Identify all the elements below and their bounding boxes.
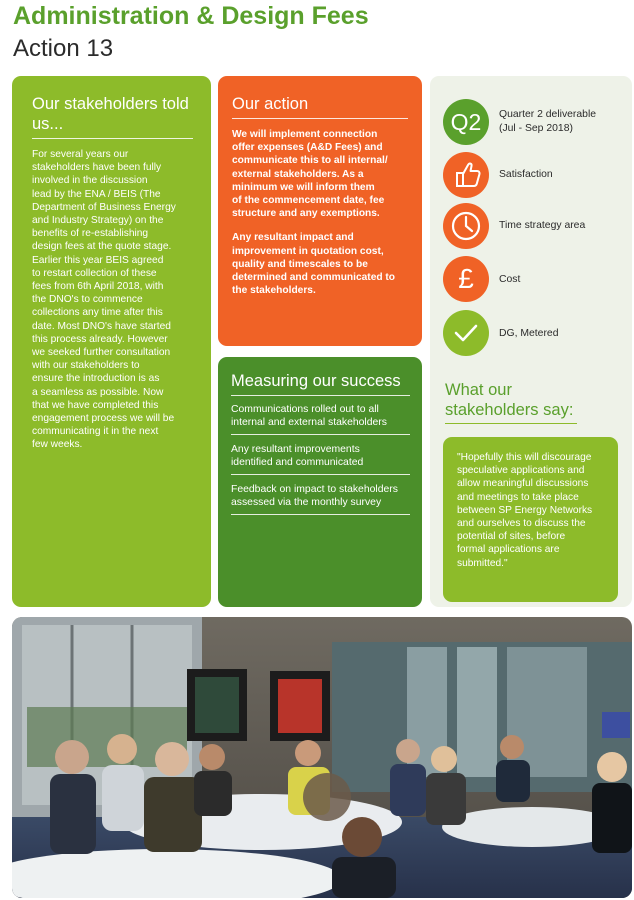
success-item bbox=[231, 440, 410, 475]
text-line: We will implement connection bbox=[232, 129, 378, 140]
text-line: ensure the introduction is as bbox=[32, 373, 160, 385]
text-line: engagement process we will be bbox=[32, 413, 175, 425]
stakeholders-told-heading: Our stakeholders told us... bbox=[32, 94, 193, 139]
text-line: formal applications are bbox=[457, 544, 560, 556]
text-line: and ourselves to discuss the bbox=[457, 518, 586, 530]
text-line: communicate this to all internal/ bbox=[232, 155, 388, 167]
text-line: Any resultant improvements bbox=[231, 444, 360, 455]
dg-metered-label: DG, Metered bbox=[499, 328, 559, 339]
time-strategy-label: Time strategy area bbox=[499, 220, 586, 231]
text-line: Feedback on impact to stakeholders bbox=[231, 484, 398, 495]
text-line: collections any time after this bbox=[32, 307, 163, 319]
text-line: and meetings to take place bbox=[457, 491, 579, 503]
q2-label bbox=[499, 108, 596, 136]
clock-icon bbox=[443, 203, 489, 249]
text-line: Earlier this year BEIS agreed bbox=[32, 254, 164, 266]
our-action-panel bbox=[218, 76, 422, 346]
text-line: benefits of re-establishing bbox=[32, 228, 149, 240]
meeting-photo bbox=[12, 617, 632, 898]
success-item bbox=[231, 480, 410, 515]
text-line: "Hopefully this will discourage bbox=[457, 452, 592, 463]
thumbs-up-icon bbox=[443, 152, 489, 198]
text-line: lead by the ENA / BEIS (The bbox=[32, 188, 161, 200]
text-line: speculative applications and bbox=[457, 465, 585, 477]
text-line: offer expenses (A&D Fees) and bbox=[232, 142, 383, 154]
q2-icon-text: Q2 bbox=[450, 109, 482, 135]
our-action-heading: Our action bbox=[232, 94, 408, 119]
text-line: with our stakeholders to bbox=[32, 360, 140, 372]
text-line: Department of Business Energy bbox=[32, 201, 176, 213]
checkmark-icon bbox=[443, 310, 489, 356]
success-item bbox=[231, 400, 410, 435]
text-line: this process already. However bbox=[32, 333, 168, 345]
text-line: a seamless as possible. Now bbox=[32, 386, 164, 398]
text-line: For several years our bbox=[32, 149, 129, 160]
stakeholders-say-heading: What our stakeholders say: bbox=[445, 380, 577, 424]
text-line: determined and communicated to bbox=[232, 272, 396, 284]
text-line: assessed via the monthly survey bbox=[231, 497, 382, 508]
text-line: between SP Energy Networks bbox=[457, 504, 593, 516]
our-action-text bbox=[232, 128, 408, 297]
text-line: Quarter 2 deliverable bbox=[499, 109, 597, 120]
pound-icon bbox=[443, 256, 489, 302]
text-line: involved in the discussion bbox=[32, 175, 148, 187]
text-line: submitted." bbox=[457, 557, 508, 569]
text-line: improvement in quotation cost, bbox=[232, 245, 384, 257]
text-line: and Industry Strategy) on the bbox=[32, 215, 164, 227]
text-line: communicating it in the next bbox=[32, 426, 159, 438]
text-line: few weeks. bbox=[32, 439, 83, 451]
text-line: fees from 6th April 2018, with bbox=[32, 281, 164, 293]
action-paragraph bbox=[232, 231, 408, 297]
measuring-success-heading: Measuring our success bbox=[231, 371, 410, 396]
text-line: quality and timescales to be bbox=[232, 258, 368, 270]
page-subtitle: Action 13 bbox=[13, 35, 114, 62]
satisfaction-label: Satisfaction bbox=[499, 169, 553, 180]
text-line: identified and communicated bbox=[231, 457, 364, 468]
text-line: the stakeholders. bbox=[232, 285, 316, 297]
stakeholders-told-text bbox=[32, 148, 193, 452]
action-paragraph bbox=[232, 128, 408, 220]
text-line: (Jul - Sep 2018) bbox=[499, 123, 573, 134]
pound-symbol: £ bbox=[458, 263, 474, 294]
text-line: external stakeholders. As a bbox=[232, 168, 364, 180]
text-line: the DNO's to commence bbox=[32, 294, 143, 306]
text-line: stakeholders have been fully bbox=[32, 162, 162, 174]
text-line: allow meaningful discussions bbox=[457, 478, 589, 490]
text-line: Any resultant impact and bbox=[232, 232, 354, 244]
text-line: that we have completed this bbox=[32, 399, 159, 411]
page-title: Administration & Design Fees bbox=[13, 2, 369, 30]
stakeholder-quote bbox=[443, 437, 618, 602]
text-line: of the commencement date, fee bbox=[232, 195, 385, 207]
stakeholders-told-panel bbox=[12, 76, 211, 607]
text-line: we seeked further consultation bbox=[32, 347, 171, 359]
text-line: to restart collection of these bbox=[32, 267, 157, 279]
text-line: internal and external stakeholders bbox=[231, 417, 387, 428]
text-line: date. Most DNO's have started bbox=[32, 320, 171, 332]
text-line: Communications rolled out to all bbox=[231, 404, 379, 415]
text-line: minimum we will inform them bbox=[232, 181, 375, 193]
cost-label: Cost bbox=[499, 274, 521, 285]
q2-icon bbox=[443, 99, 489, 145]
text-line: design fees at the quote stage. bbox=[32, 241, 172, 253]
measuring-success-panel bbox=[218, 357, 422, 607]
text-line: potential of sites, before bbox=[457, 531, 566, 543]
text-line: structure and any exemptions. bbox=[232, 208, 380, 220]
